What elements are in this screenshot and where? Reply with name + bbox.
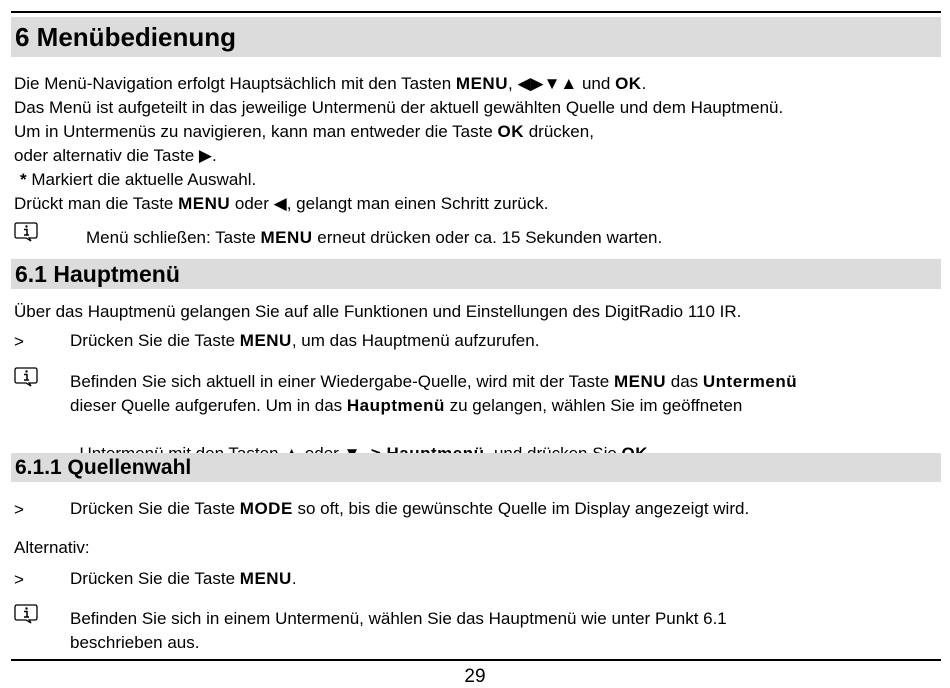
info-icon <box>14 222 38 242</box>
page-number: 29 <box>464 666 486 687</box>
menu-key-label: MENU <box>260 228 313 247</box>
info-submenu-line2 <box>70 394 742 418</box>
ok-key-label: OK <box>497 122 524 141</box>
mode-key-label: MODE <box>239 499 293 518</box>
ok-key-label: OK <box>615 74 642 93</box>
subsection-title: 6.1 Hauptmenü <box>15 260 180 287</box>
menu-key-label: MENU <box>239 569 292 588</box>
paragraph-main-menu <box>14 300 741 323</box>
step-marker: > <box>14 332 24 351</box>
text: oder alternativ die Taste <box>14 146 199 165</box>
text: , um das Hauptmenü aufzurufen. <box>291 331 540 350</box>
paragraph-selection-marker <box>20 168 256 191</box>
text: . <box>212 146 217 165</box>
paragraph-structure <box>14 96 783 119</box>
text: und <box>577 74 616 93</box>
text: , gelangt man einen Schritt zurück. <box>286 194 549 213</box>
menu-key-label: MENU <box>455 74 508 93</box>
text: Befinden Sie sich aktuell in einer Wiedergabe-Quelle, wird mit der Taste <box>70 372 614 391</box>
bottom-rule <box>11 659 941 661</box>
paragraph-submenu <box>14 120 594 143</box>
right-arrow-icon: ▶ <box>198 146 212 165</box>
asterisk-icon: * <box>20 170 27 189</box>
text: Menü schließen: Taste <box>86 228 261 247</box>
section-title: 6 Menübedienung <box>15 21 236 52</box>
info-icon <box>14 367 38 387</box>
text: erneut drücken oder ca. 15 Sekunden warten. <box>312 228 663 247</box>
text: das <box>666 372 703 391</box>
text: Die Menü-Navigation erfolgt Hauptsächlich mit den Tasten <box>14 74 456 93</box>
subsubsection-title: 6.1.1 Quellenwahl <box>15 455 192 479</box>
section-heading <box>11 17 941 57</box>
text: zu gelangen, wählen Sie im geöffneten <box>444 396 743 415</box>
text: drücken, <box>524 122 594 141</box>
subsection-heading <box>11 259 941 289</box>
text: Drücken Sie die Taste <box>70 331 240 350</box>
paragraph-alternative <box>14 144 217 167</box>
menu-key-label: MENU <box>239 331 292 350</box>
text: dieser Quelle aufgerufen. Um in das <box>70 396 347 415</box>
info-close-menu <box>86 226 662 249</box>
step-marker: > <box>14 500 24 519</box>
main-menu-key-label: Hauptmenü <box>346 396 445 415</box>
step-mode <box>70 497 749 521</box>
alternative-label: Alternativ: <box>14 538 90 557</box>
paragraph-navigation <box>14 72 646 95</box>
text: Markiert die aktuelle Auswahl. <box>26 170 257 189</box>
text: . <box>641 74 647 93</box>
left-arrow-icon: ◀ <box>273 194 287 213</box>
text: Drücken Sie die Taste <box>70 569 240 588</box>
top-rule <box>11 11 941 13</box>
text: Drückt man die Taste <box>14 194 179 213</box>
info-submenu-line1 <box>70 370 797 394</box>
info-main-menu-line2: beschrieben aus. <box>70 633 200 652</box>
text: so oft, bis die gewünschte Quelle im Display angezeigt wird. <box>292 499 750 518</box>
text: Das Menü ist aufgeteilt in das jeweilige Untermenü der aktuell gewählten Quelle und dem Hauptmenü. <box>14 98 784 117</box>
text: Über das Hauptmenü gelangen Sie auf alle Funktionen und Einstellungen des DigitRadio 110 IR. <box>14 302 742 321</box>
step-marker: > <box>14 570 24 589</box>
text: Drücken Sie die Taste <box>70 499 240 518</box>
text: , <box>507 74 518 93</box>
text: oder <box>230 194 274 213</box>
menu-key-label: MENU <box>178 194 231 213</box>
text: . <box>291 569 297 588</box>
menu-key-label: MENU <box>613 372 667 391</box>
step-menu <box>70 567 297 591</box>
subsubsection-heading <box>11 453 941 482</box>
text: Um in Untermenüs zu navigieren, kann man entweder die Taste <box>14 122 498 141</box>
paragraph-back <box>14 192 548 215</box>
arrow-keys-icon: ◀▶▼▲ <box>517 74 578 93</box>
info-icon <box>14 604 38 624</box>
step-open-main-menu <box>70 329 539 353</box>
submenu-key-label: Untermenü <box>702 372 798 391</box>
info-main-menu-line1: Befinden Sie sich in einem Untermenü, wählen Sie das Hauptmenü wie unter Punkt 6.1 <box>70 609 727 628</box>
